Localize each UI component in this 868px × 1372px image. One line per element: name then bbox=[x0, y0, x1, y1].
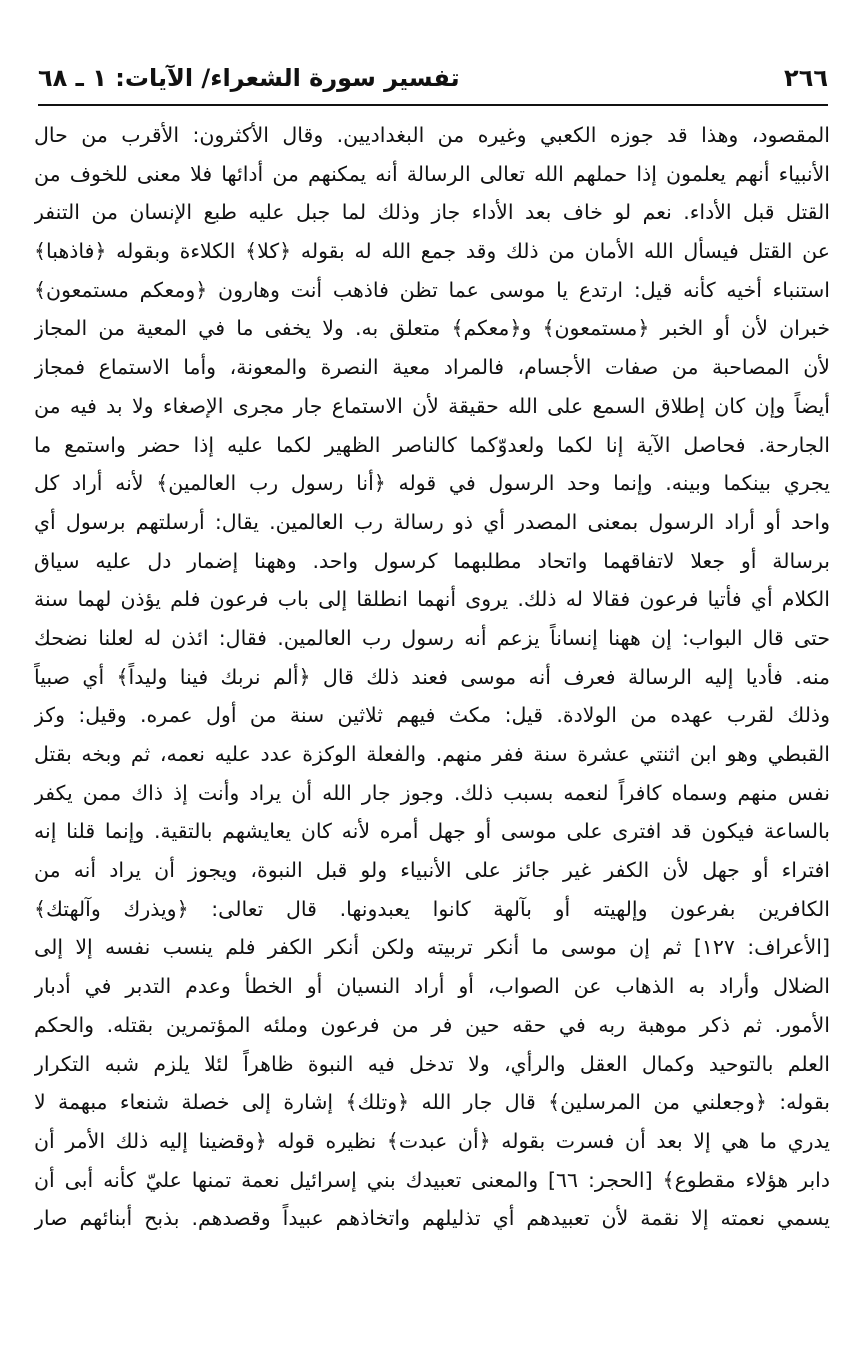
text-line: بالساعة فيكون قد افترى على موسى أو جهل أمره لأنه كان يعايشهم بالتقية. وإنما قلنا إنه bbox=[34, 819, 830, 844]
text-line: لأن المصاحبة من صفات الأجسام، فالمراد معية النصرة والمعونة، وأما الاستماع فمجاز bbox=[34, 355, 830, 380]
page-number: ٢٦٦ bbox=[784, 64, 828, 92]
text-line: خبران لأن أو الخبر ﴿مستمعون﴾ و﴿معكم﴾ متعلق به. ولا يخفى ما في المعية من المجاز bbox=[34, 316, 830, 341]
text-line: الضلال وأراد به الذهاب عن الصواب، أو أراد النسيان أو الخطأ وعدم التدبر في أدبار bbox=[34, 974, 830, 999]
header-divider bbox=[38, 104, 828, 106]
text-line: وذلك لقرب عهده من الولادة. قيل: مكث فيهم ثلاثين سنة من أول عمره. وقيل: وكز bbox=[34, 703, 830, 728]
text-line: استنباء أخيه كأنه قيل: ارتدع يا موسى عما تظن فاذهب أنت وهارون ﴿ومعكم مستمعون﴾ bbox=[34, 277, 830, 302]
text-line: [الأعراف: ١٢٧] ثم إن موسى ما أنكر تربيته ولكن أنكر الكفر فلم ينسب نفسه إلا إلى bbox=[34, 935, 830, 960]
text-line: واحد أو أراد الرسول بمعنى المصدر أي ذو رسالة رب العالمين. يقال: أرسلتهم برسول أي bbox=[34, 509, 830, 534]
text-line: الجارحة. فحاصل الآية إنا لكما ولعدوّكما كالناصر الظهير لكما عليه إذا حضر واستمع ما bbox=[34, 432, 830, 457]
text-line: أيضاً وإن كان إطلاق السمع على الله حقيقة لأن الاستماع جار مجرى الإصغاء ولا بد فيه من bbox=[34, 393, 830, 418]
text-line: الأنبياء أنهم يعلمون إذا حملهم الله تعالى الرسالة أنه يمكنهم من أدائها فلا معنى للخوف من bbox=[34, 161, 830, 186]
text-line: منه. فأديا إليه الرسالة فعرف أنه موسى فعند ذلك قال ﴿ألم نربك فينا وليداً﴾ أي صبياً bbox=[34, 664, 830, 689]
running-title: تفسير سورة الشعراء/ الآيات: ١ ـ ٦٨ bbox=[38, 64, 460, 92]
text-line: القبطي وهو ابن اثنتي عشرة سنة ففر منهم. والفعلة الوكزة عدد عليه نعمه، ثم وبخه بقتل bbox=[34, 742, 830, 766]
text-line: القتل قبل الأداء. نعم لو خاف بعد الأداء جاز وذلك لما جبل عليه طبع الإنسان من التنفر bbox=[34, 200, 830, 225]
text-line: الأمور. ثم ذكر موهبة ربه في حقه حين فر من فرعون وملئه المؤتمرين بقتله. والحكم bbox=[34, 1012, 830, 1037]
text-line: الكافرين بفرعون وإلهيته أو بآلهة كانوا يعبدونها. قال تعالى: ﴿ويذرك وآلهتك﴾ bbox=[34, 896, 830, 921]
text-line: الكلام أي فأتيا فرعون فقالا له ذلك. يروى أنهما انطلقا إلى باب فرعون فلم يؤذن لهما سنة bbox=[34, 587, 830, 612]
text-line: بقوله: ﴿وجعلني من المرسلين﴾ قال جار الله ﴿وتلك﴾ إشارة إلى خصلة شنعاء مبهمة لا bbox=[34, 1090, 830, 1115]
text-line: نفس منهم وسماه كافراً لنعمه بسبب ذلك. وجوز جار الله أن يراد وأنت إذ ذاك ممن يكفر bbox=[34, 780, 830, 805]
text-line: المقصود، وهذا قد جوزه الكعبي وغيره من البغداديين. وقال الأكثرون: الأقرب من حال bbox=[34, 123, 830, 147]
text-line: دابر هؤلاء مقطوع﴾ [الحجر: ٦٦] والمعنى تعبيدك بني إسرائيل نعمة تمنها عليّ كأنه أبى أن bbox=[34, 1167, 830, 1192]
text-line: يجري بينكما وبينه. وإنما وحد الرسول في قوله ﴿أنا رسول رب العالمين﴾ لأنه أراد كل bbox=[34, 471, 830, 496]
page-header bbox=[38, 58, 828, 98]
text-line: حتى قال البواب: إن ههنا إنساناً يزعم أنه رسول رب العالمين. فقال: ائذن له لعلنا نضحك bbox=[34, 625, 830, 650]
body-text bbox=[34, 116, 830, 1238]
text-line: افتراء أو جهل لأن الكفر غير جائز على الأنبياء ولو قبل النبوة، ويجوز أن يراد أنه من bbox=[34, 858, 830, 883]
text-line: عن القتل فيسأل الله الأمان من ذلك وقد جمع الله له بقوله ﴿كلا﴾ الكلاءة وبقوله ﴿فاذهبا﴾ bbox=[34, 239, 830, 264]
text-line: يسمي نعمته إلا نقمة لأن تعبيدهم أي تذليلهم واتخاذهم عبيداً وقصدهم. بذبح أبنائهم صار bbox=[34, 1206, 830, 1231]
text-line: العلم بالتوحيد وكمال العقل والرأي، ولا تدخل فيه النبوة ظاهراً لئلا يلزم شبه التكرار bbox=[34, 1051, 830, 1076]
text-line: يدري ما هي إلا بعد أن فسرت بقوله ﴿أن عبدت﴾ نظيره قوله ﴿وقضينا إليه ذلك الأمر أن bbox=[34, 1128, 830, 1153]
text-line: برسالة أو جعلا لاتفاقهما واتحاد مطلبهما كرسول واحد. وههنا إضمار دل عليه سياق bbox=[34, 548, 830, 573]
